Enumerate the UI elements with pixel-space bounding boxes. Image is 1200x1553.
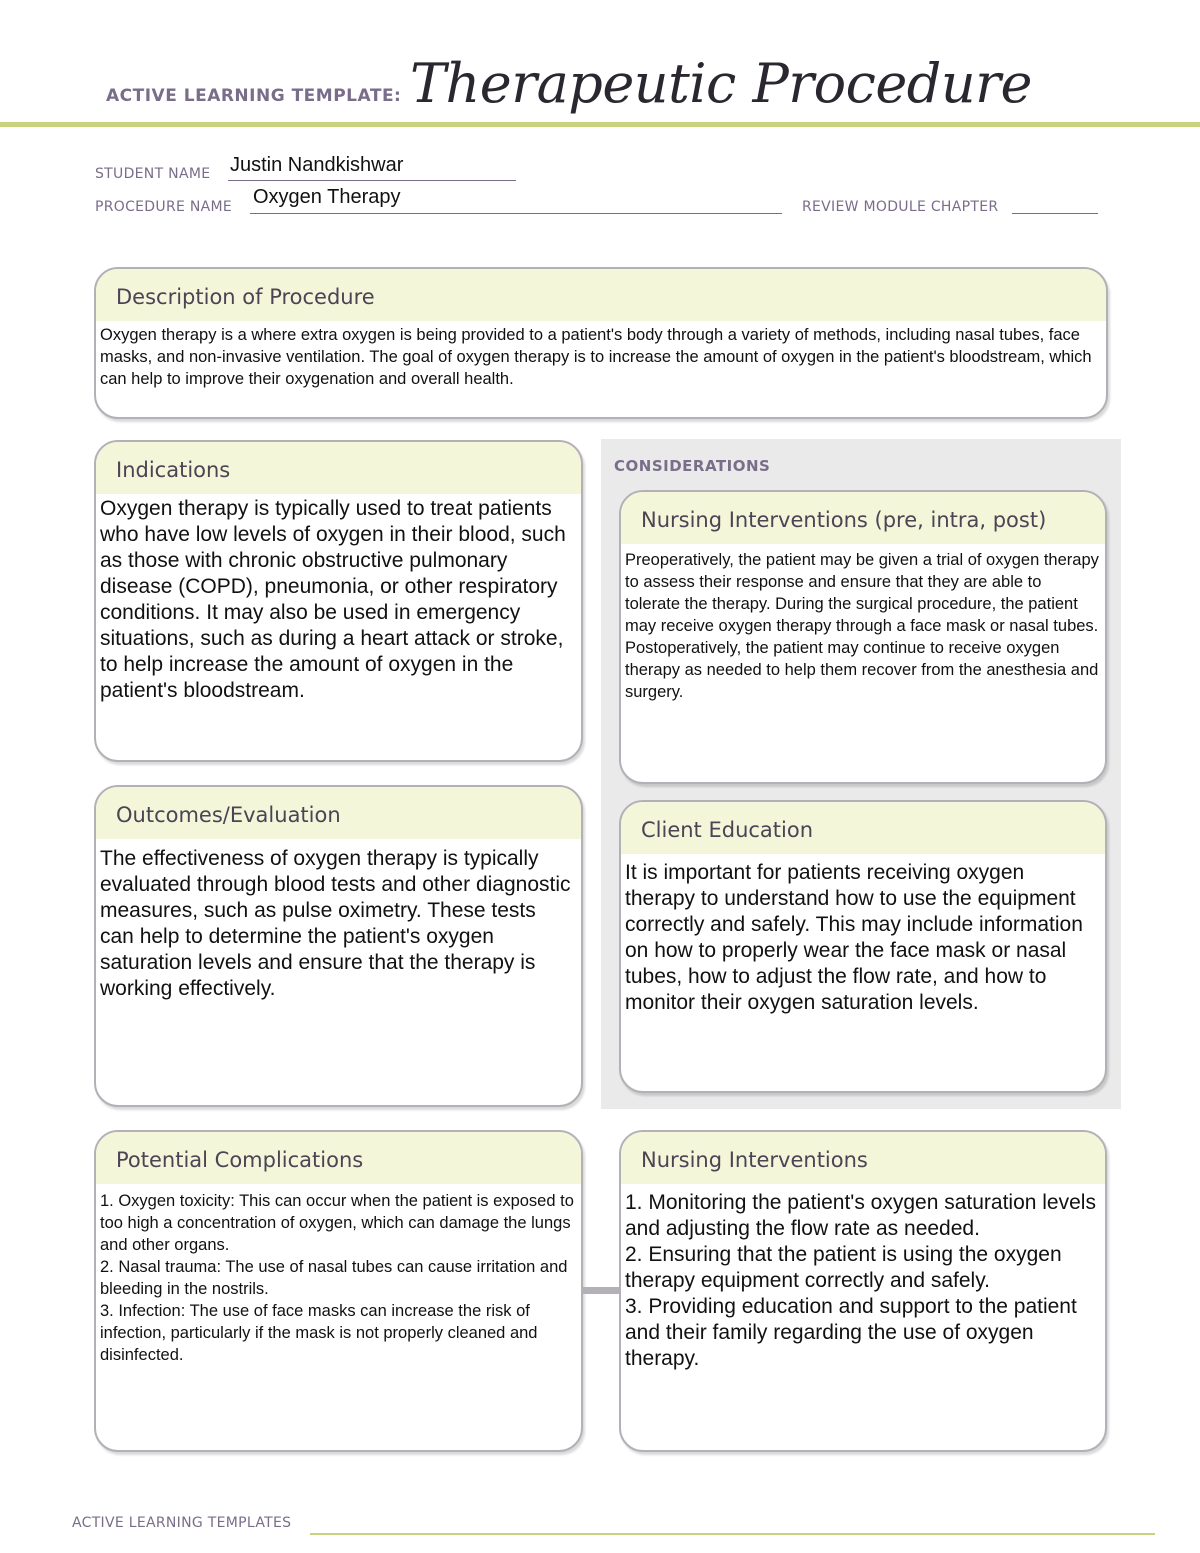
considerations-title: CONSIDERATIONS [614,457,771,475]
client-education-text: It is important for patients receiving oxygen therapy to understand how to use the equipment correctly and safely. This may include information on how to properly wear the face mask or nasal tubes, how to adjust the flow rate, and how to monitor their oxygen saturation levels. [625,861,1083,1014]
complications-list [96,1184,581,1366]
indications-text: Oxygen therapy is typically used to treat patients who have low levels of oxygen in their blood, such as those with chronic obstructive pulmonary disease (COPD), pneumonia, or other respiratory conditions. It may also be used in emergency situations, such as during a heart attack or stroke, to help increase the amount of oxygen in the patient's bloodstream. [100,497,566,702]
outcomes-heading: Outcomes/Evaluation [96,787,581,839]
indications-heading: Indications [96,442,581,494]
procedure-name-field[interactable] [250,186,782,214]
review-module-field[interactable] [1012,198,1098,214]
nursing-interventions-periop-card [619,490,1107,784]
indications-card [94,440,583,762]
list-item: 3. Infection: The use of face masks can increase the risk of infection, particularly if the mask is not properly cleaned and disinfected. [100,1302,538,1364]
header-divider [0,122,1200,127]
client-education-card [619,800,1107,1093]
review-module-label: REVIEW MODULE CHAPTER [802,199,999,215]
nursing-interventions-periop-text: Preoperatively, the patient may be given a trial of oxygen therapy to assess their response and ensure that they are able to tolerate the therapy. During the surgical procedure, the patient may receive oxygen therapy through a face mask or nasal tubes. Postoperatively, the patient may continue to receive oxygen therapy as needed to help them recover from the anesthesia and surgery. [625,551,1099,701]
complications-card [94,1130,583,1452]
nursing-interventions-periop-heading: Nursing Interventions (pre, intra, post) [621,492,1105,544]
page-title: Therapeutic Procedure [410,52,1032,115]
procedure-name-value: Oxygen Therapy [253,186,401,208]
list-item: 2. Ensuring that the patient is using the oxygen therapy equipment correctly and safely. [625,1243,1062,1292]
nursing-interventions-list [621,1184,1105,1372]
complications-heading: Potential Complications [96,1132,581,1184]
template-label: ACTIVE LEARNING TEMPLATE: [106,86,402,106]
list-item: 1. Oxygen toxicity: This can occur when the patient is exposed to too high a concentration of oxygen, which can damage the lungs and other organs. [100,1192,574,1254]
card-connector [582,1287,620,1294]
outcomes-card [94,785,583,1107]
list-item: 2. Nasal trauma: The use of nasal tubes can cause irritation and bleeding in the nostrils. [100,1258,568,1298]
student-name-value: Justin Nandkishwar [230,154,404,176]
outcomes-text: The effectiveness of oxygen therapy is typically evaluated through blood tests and other diagnostic measures, such as pulse oximetry. These tests can help to determine the patient's oxygen saturation levels and ensure that the therapy is working effectively. [100,847,571,1000]
footer-divider [310,1533,1155,1535]
description-card [94,267,1108,419]
list-item: 3. Providing education and support to the patient and their family regarding the use of oxygen therapy. [625,1295,1077,1370]
procedure-name-label: PROCEDURE NAME [95,199,233,215]
footer-label: ACTIVE LEARNING TEMPLATES [72,1515,292,1531]
nursing-interventions-card [619,1130,1107,1452]
description-text: Oxygen therapy is a where extra oxygen is being provided to a patient's body through a variety of methods, including nasal tubes, face masks, and non-invasive ventilation. The goal of oxygen therapy is to increase the amount of oxygen in the patient's bloodstream, which can help to improve their oxygenation and overall health. [100,326,1092,388]
list-item: 1. Monitoring the patient's oxygen saturation levels and adjusting the flow rate as needed. [625,1191,1096,1240]
nursing-interventions-heading: Nursing Interventions [621,1132,1105,1184]
client-education-heading: Client Education [621,802,1105,854]
student-name-label: STUDENT NAME [95,166,211,182]
student-name-field[interactable] [228,154,516,181]
description-heading: Description of Procedure [96,269,1106,321]
